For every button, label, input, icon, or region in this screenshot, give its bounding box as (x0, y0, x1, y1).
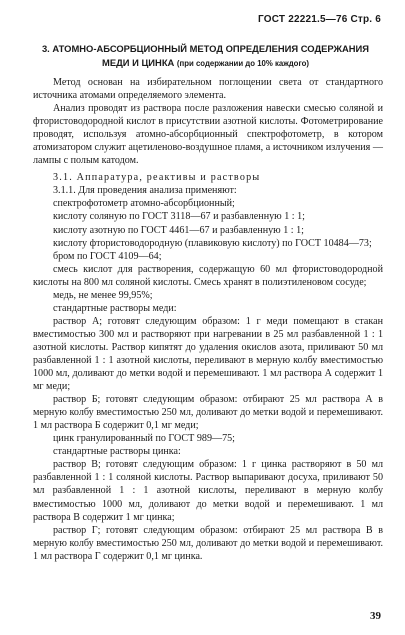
list-item: раствор Г; готовят следующим образом: отбирают 25 мл раствора В в мерную колбу вместимостью 250 мл, доливают до метки водой и перемешивают. 1 мл раствора Г содержит 0,1 мг цинка. (33, 524, 383, 562)
list-item: стандартные растворы меди: (53, 302, 177, 314)
paragraph: 3.1.1. Для проведения анализа применяют: (53, 185, 237, 197)
page-number: 39 (370, 610, 381, 622)
list-item: кислоту соляную по ГОСТ 3118—67 и разбавленную 1 : 1; (53, 211, 305, 223)
document-body (33, 76, 383, 563)
list-item: кислоту фтористоводородную (плавиковую кислоту) по ГОСТ 10484—73; (53, 237, 372, 249)
section-title (30, 42, 381, 71)
section-title-line1: 3. АТОМНО-АБСОРБЦИОННЫЙ МЕТОД ОПРЕДЕЛЕНИЯ СОДЕРЖАНИЯ (41, 43, 370, 54)
list-item: бром по ГОСТ 4109—64; (53, 250, 162, 262)
list-item: цинк гранулированный по ГОСТ 989—75; (53, 433, 235, 445)
list-item: раствор А; готовят следующим образом: 1 г меди помещают в стакан вместимостью 300 мл и растворяют при нагревании в 25 мл разбавленной 1 : 1 азотной кислоты. Раствор кипятят до удаления окислов азота, приливают 50 мл разбавленной 1 : 1 азотной кислоты, переливают в мерную колбу вместимостью 1000 мл, доливают до метки водой и перемешивают. 1 мл раствора А содержит 1 мг меди; (33, 315, 383, 393)
list-item: стандартные растворы цинка: (53, 446, 181, 458)
paragraph: Анализ проводят из раствора после разложения навески смесью соляной и фтористоводородной кислот в присутствии азотной кислоты. Фотометрирование проводят, используя атомно-абсорбционный спектрофотометр, в котором атомизатором служит ацетиленово-воздушное пламя, а источником излучения — лампы с полым катодом. (33, 103, 383, 167)
page-header: ГОСТ 22221.5—76 Стр. 6 (258, 14, 381, 25)
section-title-note: (при содержании до 10% каждого) (176, 59, 309, 68)
section-title-line2 (30, 56, 381, 71)
section-title-main: МЕДИ И ЦИНКА (102, 57, 175, 68)
list-item: спектрофотометр атомно-абсорбционный; (53, 198, 235, 210)
subsection-heading: 3.1. Аппаратура, реактивы и растворы (53, 172, 261, 184)
list-item: смесь кислот для растворения, содержащую 60 мл фтористоводородной кислоты на 800 мл соляной кислоты. Смесь хранят в полиэтиленовом сосуде; (33, 263, 383, 288)
list-item: медь, не менее 99,95%; (53, 289, 153, 301)
paragraph: Метод основан на избирательном поглощении света от стандартного источника атомами определяемого элемента. (33, 77, 383, 102)
list-item: кислоту азотную по ГОСТ 4461—67 и разбавленную 1 : 1; (53, 224, 304, 236)
list-item: раствор В; готовят следующим образом: 1 г цинка растворяют в 50 мл разбавленной 1 : 1 соляной кислоты. Раствор выпаривают досуха, приливают 50 мл разбавленной 1 : 1 азотной кислоты, переливают в мерную колбу вместимостью 1000 мл, доливают до метки водой и перемешивают. 1 мл раствора В содержит 1 мг цинка; (33, 459, 383, 523)
list-item: раствор Б; готовят следующим образом: отбирают 25 мл раствора А в мерную колбу вместимостью 250 мл, доливают до метки водой и перемешивают. 1 мл раствора Б содержит 0,1 мг меди; (33, 394, 383, 432)
